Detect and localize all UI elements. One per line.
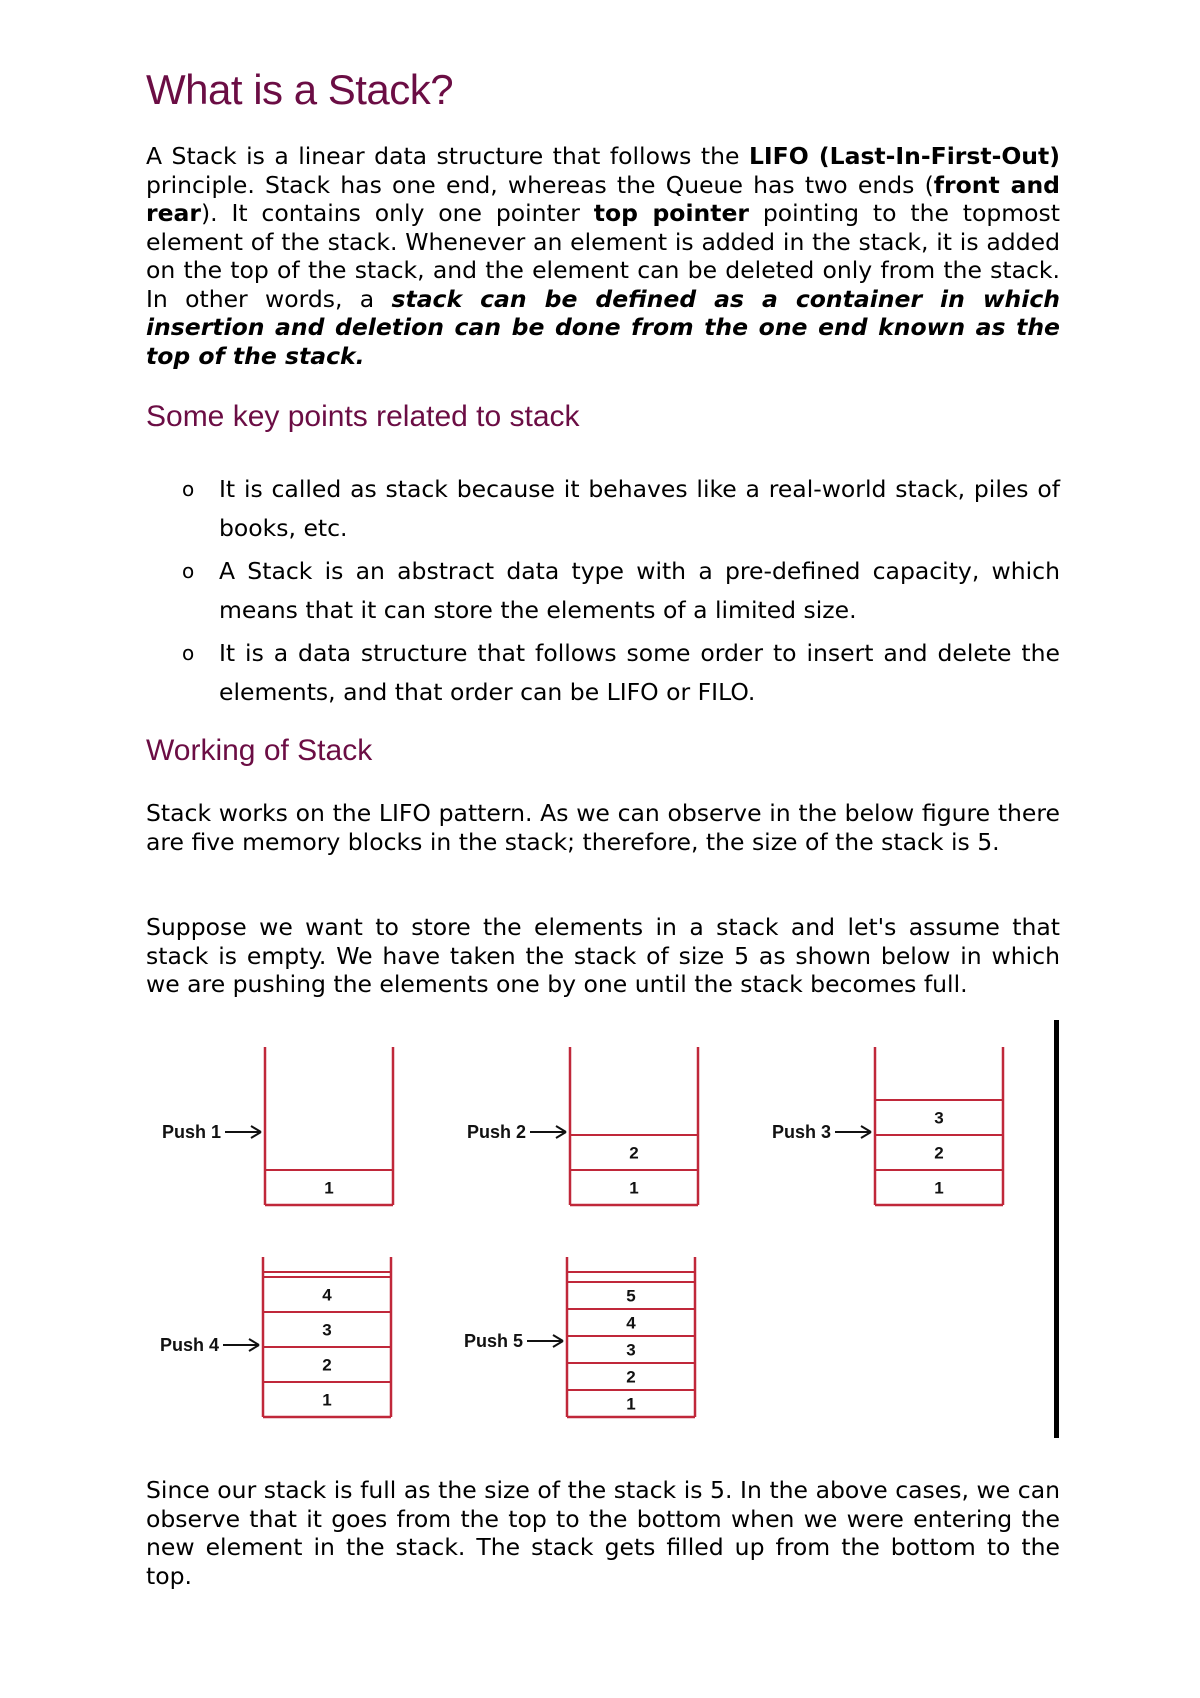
stack-element-value: 1 [629,1178,639,1198]
page-title: What is a Stack? [146,66,454,113]
list-item-text: It is called as stack because it behaves like a real-world stack, piles of books, etc. [219,475,1060,542]
stack-push-figure [140,1020,1140,1460]
stack-element-value: 2 [626,1367,636,1387]
stack-element-value: 2 [934,1143,944,1163]
key-points-heading: Some key points related to stack [146,400,580,433]
stack-element-value: 2 [629,1143,639,1163]
bullet-icon: o [182,477,195,501]
stack-element-value: 3 [322,1320,332,1340]
working-heading: Working of Stack [146,734,373,767]
bullet-icon: o [182,559,195,583]
push-label: Push 5 [463,1331,523,1351]
key-points-list [146,470,1060,716]
working-paragraph-1: Stack works on the LIFO pattern. As we can observe in the below figure there are five memory blocks in the stack; therefore, the size of the stack is 5. [146,799,1060,856]
intro-bold-top-pointer: top pointer [593,199,749,227]
list-item [146,470,1060,548]
stack-element-value: 1 [322,1390,332,1410]
intro-bold-front-rear: front and rear [146,170,1060,227]
list-item-text: A Stack is an abstract data type with a pre-defined capacity, which means that it can store the elements of a limited size. [219,557,1060,624]
push-label: Push 1 [161,1122,221,1142]
stack-element-value: 4 [322,1285,332,1305]
stack-element-value: 1 [626,1394,636,1414]
bullet-icon: o [182,641,195,665]
list-item-text: It is a data structure that follows some order to insert and delete the elements, and that order can be LIFO or FILO. [219,639,1060,706]
figure-divider-bar [1054,1020,1059,1438]
push-label: Push 2 [466,1122,526,1142]
push-label: Push 4 [159,1335,219,1355]
stack-element-value: 5 [626,1286,636,1306]
intro-text-2: principle. Stack has one end, whereas the Queue has two ends ( [146,170,934,199]
intro-text-3: ). It contains only one pointer [200,199,594,227]
stack-element-value: 1 [324,1178,334,1198]
stack-element-value: 3 [626,1340,636,1360]
list-item [146,552,1060,630]
stack-element-value: 2 [322,1355,332,1375]
working-paragraph-2: Suppose we want to store the elements in a stack and let's assume that stack is empty. We have taken the stack of size 5 as shown below in which we are pushing the elements one by one until the stack becomes full. [146,913,1060,998]
intro-paragraph [146,142,1060,370]
stack-element-value: 1 [934,1178,944,1198]
stack-element-value: 3 [934,1108,944,1128]
push-label: Push 3 [771,1122,831,1142]
stack-element-value: 4 [626,1313,636,1333]
intro-text-1: A Stack is a linear data structure that follows the [146,142,749,170]
intro-bold-lifo: LIFO (Last-In-First-Out) [748,142,1060,170]
intro-bold-italic-definition: stack can be defined as a container in which insertion and deletion can be done from the one end known as the top of the stack. [146,284,1060,370]
intro-text-4: pointing to the topmost element of the stack. Whenever an element is added in the stack, it is added on the top of the stack, and the element can be deleted only from the stack. In other words, a [146,199,1060,313]
conclusion-paragraph: Since our stack is full as the size of the stack is 5. In the above cases, we can observe that it goes from the top to the bottom when we were entering the new element in the stack. The stack gets filled up from the bottom to the top. [146,1476,1060,1590]
list-item [146,634,1060,712]
